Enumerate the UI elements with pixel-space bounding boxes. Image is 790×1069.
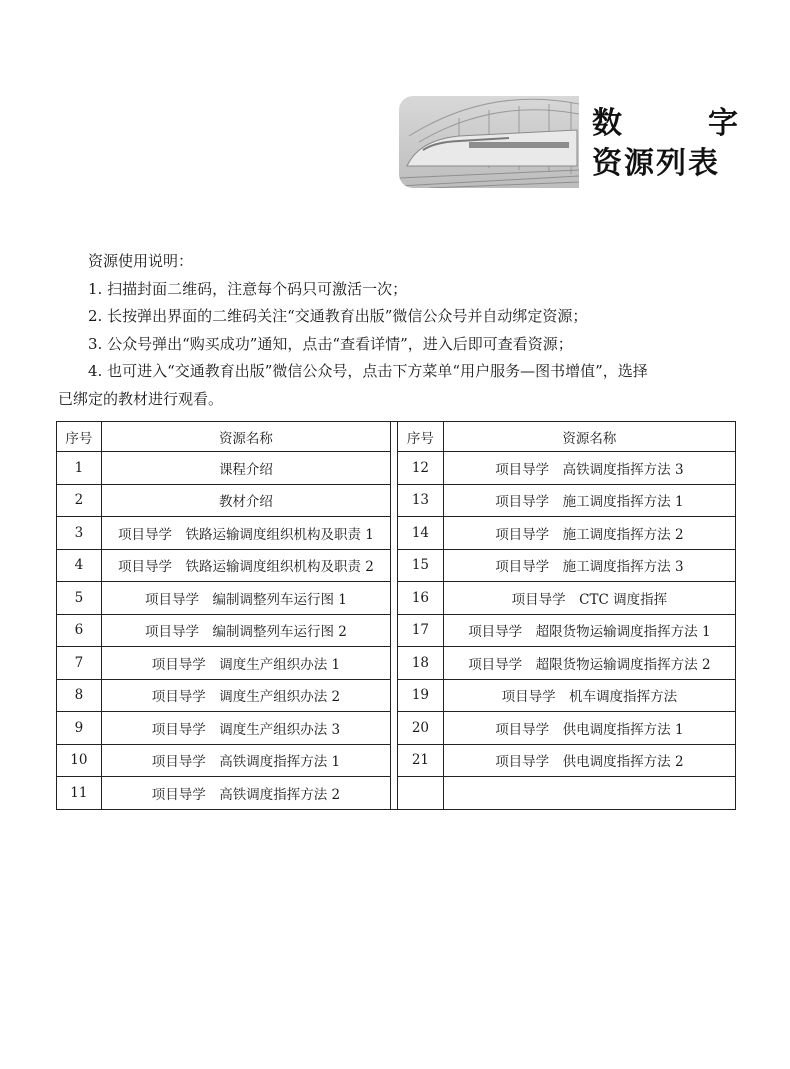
header-index: 序号 xyxy=(57,422,102,452)
column-divider xyxy=(391,549,398,582)
index-cell: 12 xyxy=(398,452,444,485)
index-cell: 5 xyxy=(57,582,102,615)
column-divider xyxy=(391,422,398,452)
resource-name-cell xyxy=(443,777,735,810)
index-cell: 16 xyxy=(398,582,444,615)
column-divider xyxy=(391,614,398,647)
resource-name-cell: 教材介绍 xyxy=(101,484,390,517)
resource-name-cell: 项目导学 机车调度指挥方法 xyxy=(443,679,735,712)
usage-instructions xyxy=(58,248,738,413)
resource-name-cell: 项目导学 编制调整列车运行图 2 xyxy=(101,614,390,647)
resource-name-cell: 项目导学 供电调度指挥方法 1 xyxy=(443,712,735,745)
instruction-item: 1. 扫描封面二维码，注意每个码只可激活一次； xyxy=(88,279,408,298)
resource-name-cell: 项目导学 高铁调度指挥方法 3 xyxy=(443,452,735,485)
table-row xyxy=(57,484,736,517)
table-row xyxy=(57,679,736,712)
index-cell: 4 xyxy=(57,549,102,582)
index-cell: 18 xyxy=(398,647,444,680)
resource-table xyxy=(56,421,736,810)
instruction-item-continued: 已绑定的教材进行观看。 xyxy=(58,389,224,408)
index-cell: 9 xyxy=(57,712,102,745)
resource-name-cell: 项目导学 施工调度指挥方法 2 xyxy=(443,517,735,550)
table-row xyxy=(57,517,736,550)
index-cell: 17 xyxy=(398,614,444,647)
column-divider xyxy=(391,712,398,745)
resource-name-cell: 项目导学 调度生产组织办法 1 xyxy=(101,647,390,680)
resource-name-cell: 项目导学 施工调度指挥方法 1 xyxy=(443,484,735,517)
column-divider xyxy=(391,777,398,810)
resource-name-cell: 项目导学 超限货物运输调度指挥方法 1 xyxy=(443,614,735,647)
index-cell: 21 xyxy=(398,744,444,777)
header-name: 资源名称 xyxy=(101,422,390,452)
index-cell: 13 xyxy=(398,484,444,517)
index-cell: 3 xyxy=(57,517,102,550)
resource-name-cell: 项目导学 超限货物运输调度指挥方法 2 xyxy=(443,647,735,680)
resource-name-cell: 项目导学 高铁调度指挥方法 2 xyxy=(101,777,390,810)
header-index: 序号 xyxy=(398,422,444,452)
index-cell xyxy=(398,777,444,810)
table-row xyxy=(57,452,736,485)
column-divider xyxy=(391,679,398,712)
column-divider xyxy=(391,517,398,550)
instruction-item: 3. 公众号弹出“购买成功”通知，点击“查看详情”，进入后即可查看资源； xyxy=(88,334,573,353)
index-cell: 14 xyxy=(398,517,444,550)
index-cell: 19 xyxy=(398,679,444,712)
header-train-image xyxy=(399,96,579,188)
table-row xyxy=(57,777,736,810)
table-row xyxy=(57,549,736,582)
resource-name-cell: 课程介绍 xyxy=(101,452,390,485)
instructions-heading: 资源使用说明： xyxy=(88,252,194,270)
resource-name-cell: 项目导学 高铁调度指挥方法 1 xyxy=(101,744,390,777)
index-cell: 8 xyxy=(57,679,102,712)
index-cell: 2 xyxy=(57,484,102,517)
title-char-1: 数 xyxy=(592,106,622,141)
title-line-2: 资源列表 xyxy=(592,146,720,181)
table-row xyxy=(57,582,736,615)
index-cell: 7 xyxy=(57,647,102,680)
table-row xyxy=(57,647,736,680)
resource-name-cell: 项目导学 调度生产组织办法 3 xyxy=(101,712,390,745)
index-cell: 20 xyxy=(398,712,444,745)
resource-name-cell: 项目导学 供电调度指挥方法 2 xyxy=(443,744,735,777)
column-divider xyxy=(391,647,398,680)
index-cell: 15 xyxy=(398,549,444,582)
resource-name-cell: 项目导学 调度生产组织办法 2 xyxy=(101,679,390,712)
resource-name-cell: 项目导学 编制调整列车运行图 1 xyxy=(101,582,390,615)
title-char-2: 字 xyxy=(708,106,738,141)
index-cell: 11 xyxy=(57,777,102,810)
index-cell: 10 xyxy=(57,744,102,777)
column-divider xyxy=(391,744,398,777)
index-cell: 1 xyxy=(57,452,102,485)
resource-name-cell: 项目导学 施工调度指挥方法 3 xyxy=(443,549,735,582)
resource-name-cell: 项目导学 铁路运输调度组织机构及职责 1 xyxy=(101,517,390,550)
header-name: 资源名称 xyxy=(443,422,735,452)
column-divider xyxy=(391,582,398,615)
instruction-item: 2. 长按弹出界面的二维码关注“交通教育出版”微信公众号并自动绑定资源； xyxy=(88,307,588,325)
table-header-row xyxy=(57,422,736,452)
index-cell: 6 xyxy=(57,614,102,647)
column-divider xyxy=(391,484,398,517)
resource-name-cell: 项目导学 CTC 调度指挥 xyxy=(443,582,735,615)
column-divider xyxy=(391,452,398,485)
table-row xyxy=(57,712,736,745)
page-title xyxy=(592,104,738,184)
table-row xyxy=(57,614,736,647)
resource-name-cell: 项目导学 铁路运输调度组织机构及职责 2 xyxy=(101,549,390,582)
instruction-item: 4. 也可进入“交通教育出版”微信公众号，点击下方菜单“用户服务—图书增值”，选择 xyxy=(88,362,648,380)
table-row xyxy=(57,744,736,777)
